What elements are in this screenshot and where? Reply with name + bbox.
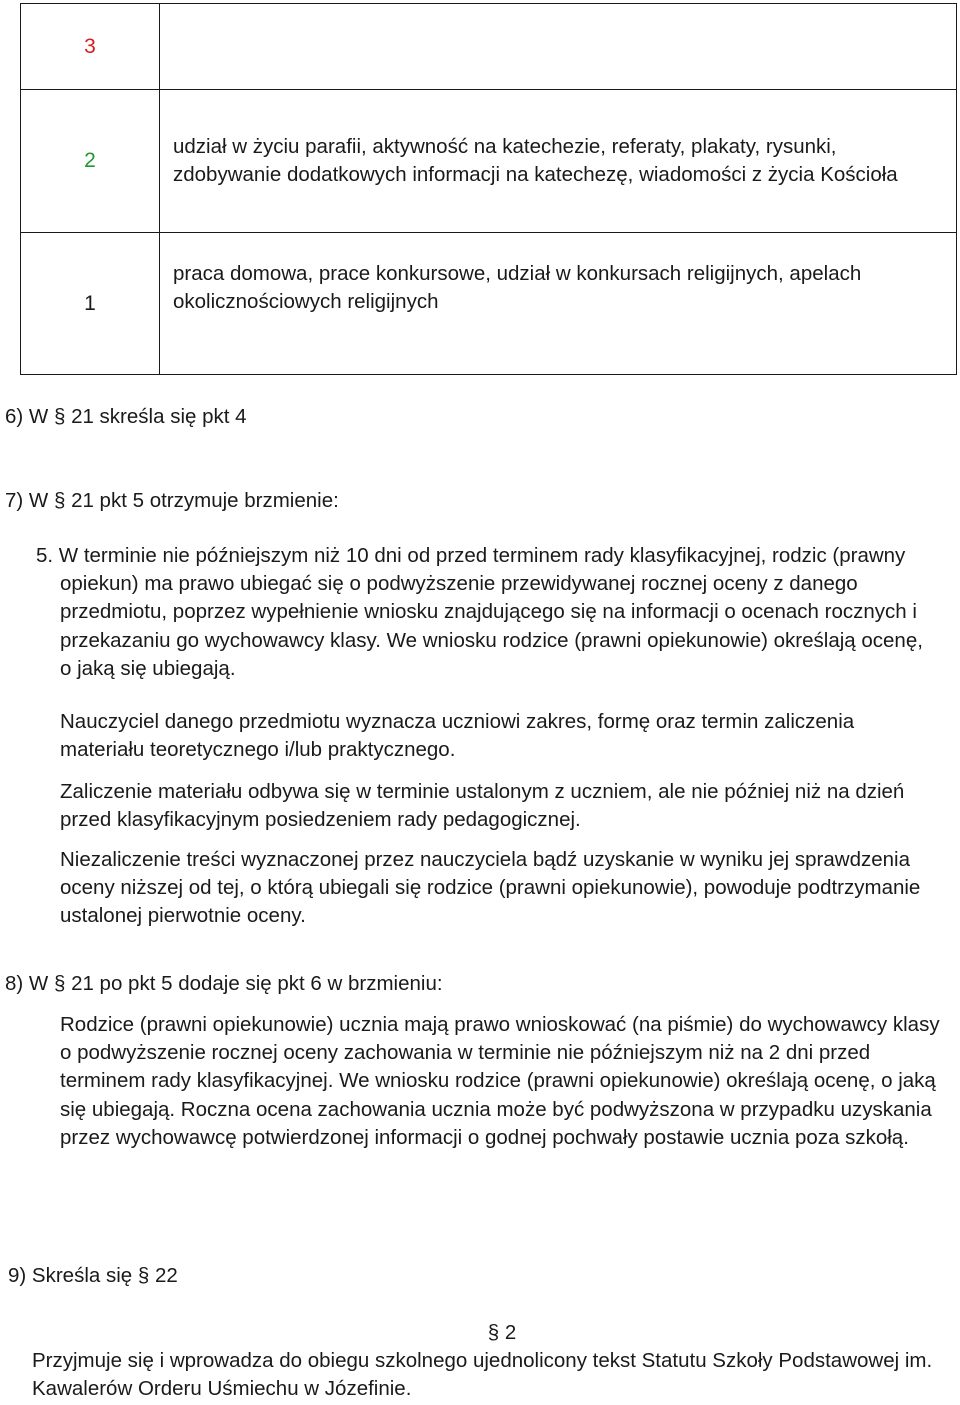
item-7-paragraph-3: Zaliczenie materiału odbywa się w terminie ustalonym z uczniem, ale nie później niż na dzień przed klasyfikacyjnym posiedzeniem rady pedagogicznej. (60, 780, 905, 832)
item-8-paragraph: Rodzice (prawni opiekunowie) ucznia mają prawo wnioskować (na piśmie) do wychowawcy klasy o podwyższenie rocznej oceny zachowania w terminie nie późniejszym niż na 2 dni przed terminem rady klasyfikacyjnej. We wniosku rodzice (prawni opiekunowie) określają ocenę, o jaką się ubiegają. Roczna ocena zachowania ucznia może być podwyższona w przypadku uzyskania przez wychowawcę potwierdzonej informacji o godnej pochwały postawie ucznia poza szkołą. (60, 1013, 940, 1149)
item-8: 8) W § 21 po pkt 5 dodaje się pkt 6 w brzmieniu: (5, 972, 443, 995)
table-row (21, 233, 957, 375)
grade-description: praca domowa, prace konkursowe, udział w konkursach religijnych, apelach okolicznościowych religijnych (160, 233, 957, 375)
grade-cell: 2 (21, 90, 160, 233)
item-7: 7) W § 21 pkt 5 otrzymuje brzmienie: (5, 489, 339, 512)
grade-cell: 3 (21, 4, 160, 90)
table-row (21, 4, 957, 90)
item-7-paragraph-4: Niezaliczenie treści wyznaczonej przez nauczyciela bądź uzyskanie w wyniku jej sprawdzenia oceny niższej od tej, o którą ubiegali się rodzice (prawni opiekunowie), powoduje podtrzymanie ustalonej pierwotnie oceny. (60, 848, 921, 928)
grade-cell: 1 (21, 233, 160, 375)
item-7-paragraph-2: Nauczyciel danego przedmiotu wyznacza uczniowi zakres, formę oraz termin zaliczenia materiału teoretycznego i/lub praktycznego. (60, 710, 855, 762)
section-heading: § 2 (487, 1321, 517, 1344)
item-9: 9) Skreśla się § 22 (8, 1264, 178, 1287)
grade-description (160, 4, 957, 90)
item-6: 6) W § 21 skreśla się pkt 4 (5, 405, 247, 428)
grade-table (20, 3, 957, 375)
section-2-text: Przyjmuje się i wprowadza do obiegu szkolnego ujednolicony tekst Statutu Szkoły Podstawowej im. Kawalerów Orderu Uśmiechu w Józefinie. (32, 1349, 933, 1401)
grade-description: udział w życiu parafii, aktywność na katechezie, referaty, plakaty, rysunki, zdobywanie dodatkowych informacji na katechezę, wiadomości z życia Kościoła (160, 90, 957, 233)
item-7-paragraph-1: 5. W terminie nie późniejszym niż 10 dni od przed terminem rady klasyfikacyjnej, rodzic (prawny opiekun) ma prawo ubiegać się o podwyższenie przewidywanej rocznej oceny z danego przedmiotu, poprzez wypełnienie wniosku znajdującego się na informacji o ocenach rocznych i przekazaniu go wychowawcy klasy. We wniosku rodzice (prawni opiekunowie) określają ocenę, o jaką się ubiegają. (36, 544, 923, 680)
table-row (21, 90, 957, 233)
